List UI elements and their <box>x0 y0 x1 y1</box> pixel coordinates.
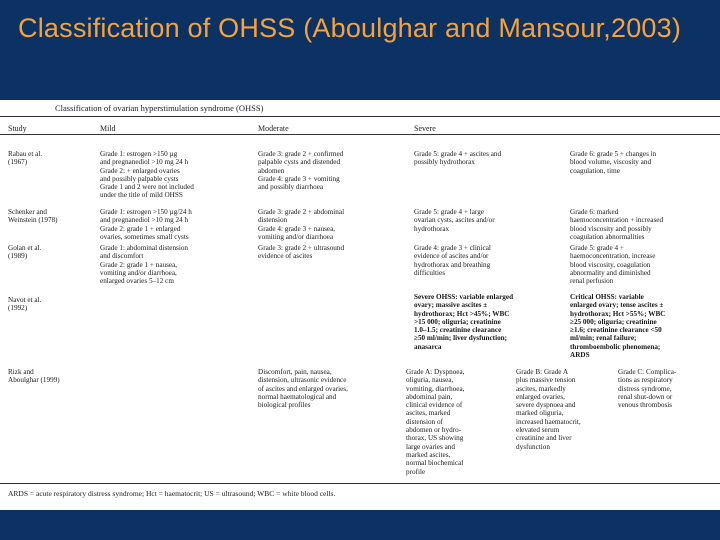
row-navot-severe-a: Severe OHSS: variable enlarged ovary; massive ascites ± hydrothorax; Hct >45%; WBC >15 000; oliguria; creatinine 1.0–1.5; creatinine clearance ≥50 ml/min; liver dysfunction; anasarca <box>414 293 514 351</box>
header-severe: Severe <box>414 124 436 133</box>
row-rabau-study: Rabau et al. (1967) <box>8 150 43 167</box>
slide-bottom-band <box>0 510 720 540</box>
row-schenker-study: Schenker and Weinstein (1978) <box>8 208 58 225</box>
ohss-classification-table <box>0 100 720 510</box>
row-golan-moderate: Grade 3: grade 2 + ultrasound evidence of ascites <box>258 244 345 261</box>
table-top-rule <box>0 116 720 117</box>
table-footnote: ARDS = acute respiratory distress syndrome; Hct = haematocrit; US = ultrasound; WBC = white blood cells. <box>8 489 336 498</box>
slide-title: Classification of OHSS (Aboulghar and Mansour,2003) <box>18 13 682 43</box>
row-rizk-moderate: Discomfort, pain, nausea, distension, ultrasonic evidence of ascites and enlarged ovaries, normal haematological and biological profiles <box>258 368 348 410</box>
header-rule <box>0 134 720 135</box>
row-golan-study: Golan et al. (1989) <box>8 244 42 261</box>
row-golan-mild: Grade 1: abdominal distension and discomfort Grade 2: grade 1 + nausea, vomiting and/or diarrhoea, enlarged ovaries 5–12 cm <box>100 244 189 286</box>
row-navot-severe-b: Critical OHSS: variable enlarged ovary; tense ascites ± hydrothorax; Hct >55%; WBC ≥25 000; oliguria; creatinine ≥1.6; creatinine clearance <50 ml/min; renal failure; thromboembolic phenomena; ARDS <box>570 293 666 360</box>
row-schenker-mild: Grade 1: estrogen >150 µg/24 h and pregnanediol >10 mg 24 h Grade 2: grade 1 + enlarged ovaries, sometimes small cysts <box>100 208 192 241</box>
row-schenker-severe-a: Grade 5: grade 4 + large ovarian cysts, ascites and/or hydrothorax <box>414 208 495 233</box>
row-golan-severe-b: Grade 5: grade 4 + haemoconcentration, increase blood viscosity, coagulation abnormality and diminished renal perfusion <box>570 244 656 286</box>
header-moderate: Moderate <box>258 124 289 133</box>
header-mild: Mild <box>100 124 116 133</box>
row-rizk-study: Rizk and Aboulghar (1999) <box>8 368 60 385</box>
table-caption: Classification of ovarian hyperstimulation syndrome (OHSS) <box>55 103 264 113</box>
row-golan-severe-a: Grade 4: grade 3 + clinical evidence of ascites and/or hydrothorax and breathing difficulties <box>414 244 491 277</box>
row-rabau-severe-a: Grade 5: grade 4 + ascites and possibly hydrothorax <box>414 150 502 167</box>
row-rizk-grade-b: Grade B: Grade A plus massive tension ascites, markedly enlarged ovaries, severe dyspnoea and marked oliguria, increased haematocrit, elevated serum creatinine and liver dysfunction <box>516 368 581 451</box>
row-navot-study: Navot et al. (1992) <box>8 296 42 313</box>
row-rizk-grade-c: Grade C: Complica- tions as respiratory distress syndrome, renal shut-down or venous thrombosis <box>618 368 677 410</box>
row-schenker-severe-b: Grade 6: marked haemoconcentration + increased blood viscosity and possibly coagulation abnormalities <box>570 208 664 241</box>
row-schenker-moderate: Grade 3: grade 2 + abdominal distension Grade 4: grade 3 + nausea, vomiting and/or diarrhoea <box>258 208 345 241</box>
row-rizk-grade-a: Grade A: Dyspnoea, oliguria, nausea, vomiting, diarrhoea, abdominal pain, clinical evidence of ascites, marked distension of abdomen or hydro- thorax, US showing large ovaries and marked ascites, normal biochemical profile <box>406 368 465 476</box>
header-study: Study <box>8 124 27 133</box>
table-bottom-rule <box>0 483 720 484</box>
row-rabau-severe-b: Grade 6: grade 5 + changes in blood volume, viscosity and coagulation, time <box>570 150 657 175</box>
row-rabau-moderate: Grade 3: grade 2 + confirmed palpable cysts and distended abdomen Grade 4: grade 3 + vomiting and possibly diarrhoea <box>258 150 344 192</box>
row-rabau-mild: Grade 1: estrogen >150 µg and pregnanediol >10 mg 24 h Grade 2: + enlarged ovaries and possibly palpable cysts Grade 1 and 2 were not included under the title of mild OHSS <box>100 150 194 200</box>
